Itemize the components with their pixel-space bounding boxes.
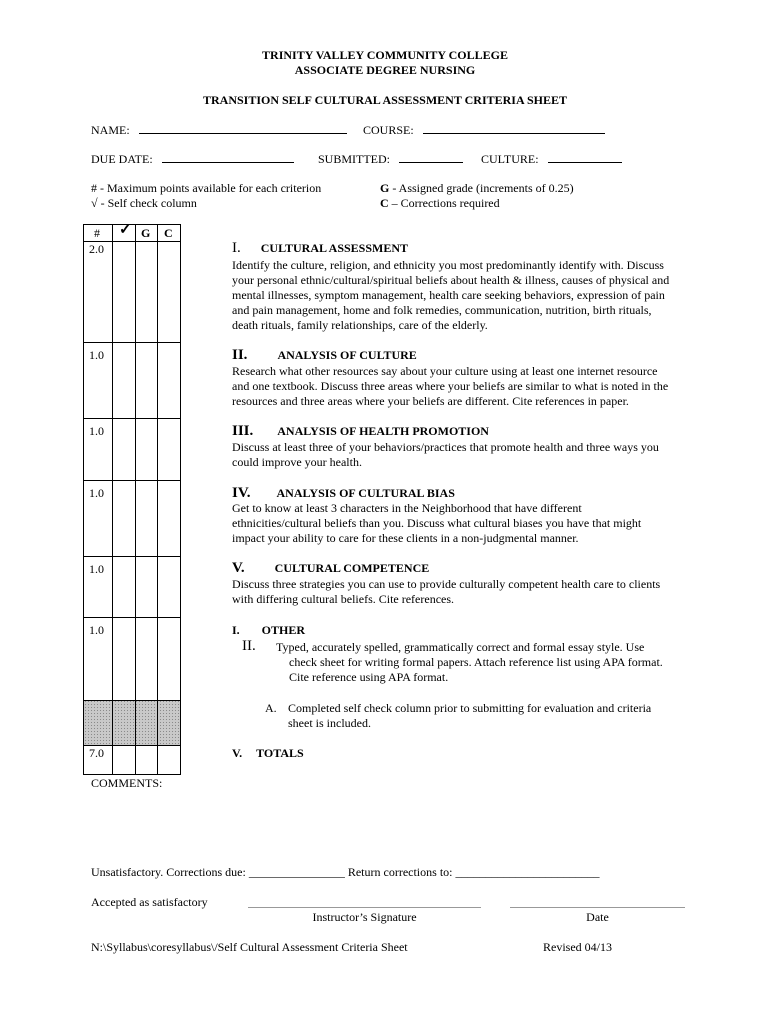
grading-table [83, 224, 181, 775]
legend-grade [380, 181, 574, 196]
page-title: TRANSITION SELF CULTURAL ASSESSMENT CRITERIA SHEET [202, 93, 568, 107]
legend-corrections [380, 196, 500, 211]
culture-field[interactable] [481, 151, 622, 167]
section-number: IV. [232, 485, 251, 501]
points-cell: 2.0 [89, 242, 104, 256]
row-divider [84, 418, 180, 419]
submitted-line [399, 151, 463, 163]
section-4-heading [232, 486, 455, 501]
submitted-field[interactable] [318, 151, 463, 167]
other-body: Typed, accurately spelled, grammatically correct and formal essay style. Use check sheet for writing formal papers. Attach reference list using APA format. Cite reference using APA format. [276, 640, 663, 684]
course-label: COURSE: [363, 123, 414, 137]
section-5-body: Discuss three strategies you can use to provide culturally competent health care to clients with differing cultural beliefs. Cite references. [232, 577, 661, 606]
row-divider [84, 617, 180, 618]
section-title: ANALYSIS OF CULTURAL BIAS [276, 486, 455, 500]
section-title: CULTURAL ASSESSMENT [260, 241, 409, 255]
section-title: CULTURAL COMPETENCE [274, 561, 430, 575]
section-number: II. [232, 347, 248, 363]
section-3-heading [232, 424, 489, 439]
item-a-text: Completed self check column prior to submitting for evaluation and criteria sheet is included. [288, 701, 652, 730]
accepted-label: Accepted as satisfactory [91, 895, 208, 909]
submitted-label: SUBMITTED: [318, 152, 390, 166]
col-divider [135, 225, 136, 774]
file-path: N:\Syllabus\coresyllabus\/Self Cultural Assessment Criteria Sheet [91, 940, 408, 954]
points-cell: 1.0 [89, 562, 104, 576]
culture-line [548, 151, 622, 163]
due-date-field[interactable] [91, 151, 294, 167]
row-divider [84, 480, 180, 481]
culture-label: CULTURE: [481, 152, 539, 166]
section-number: V. [232, 746, 243, 760]
program-name: ASSOCIATE DEGREE NURSING [294, 63, 476, 77]
due-date-label: DUE DATE: [91, 152, 153, 166]
col-divider [157, 225, 158, 774]
points-cell: 1.0 [89, 424, 104, 438]
instructor-signature-line[interactable] [248, 907, 481, 908]
total-cell: 7.0 [89, 746, 104, 760]
name-label: NAME: [91, 123, 130, 137]
other-subnumber: II. [242, 638, 256, 654]
check-icon: ✓ [119, 222, 132, 238]
section-2-heading [232, 348, 417, 363]
totals-heading [232, 746, 304, 761]
legend-max-points: # - Maximum points available for each criterion [91, 181, 322, 195]
section-number: I. [232, 240, 241, 256]
legend-self-check: √ - Self check column [91, 196, 197, 210]
row-divider [84, 700, 180, 701]
section-number: III. [232, 423, 254, 439]
name-line [139, 122, 347, 134]
shaded-row [84, 700, 180, 745]
instructor-signature-label: Instructor’s Signature [312, 910, 417, 924]
comments-label: COMMENTS: [91, 776, 163, 790]
item-a-number: A. [265, 701, 277, 715]
row-divider [84, 556, 180, 557]
date-label: Date [586, 910, 609, 924]
section-5-heading [232, 561, 429, 576]
legend-corr-key: C [380, 196, 389, 210]
section-title: TOTALS [256, 746, 304, 760]
section-1-body: Identify the culture, religion, and ethnicity you most predominantly identify with. Discuss your personal ethnic/cultural/spiritual beliefs about health & illness, causes of physical and mental illnesses, symptom management, health care seeking behaviors, expression of pain and pain management, home and folk remedies, communication, nutrition, birth rituals, death rituals, family relationships, care of the elderly. [232, 258, 670, 332]
section-4-body: Get to know at least 3 characters in the Neighborhood that have different ethnicities/cultural beliefs than you. Discuss what cultural biases you have that might impact your ability to care for these clients in a non-judgmental manner. [232, 501, 642, 545]
section-2-body: Research what other resources say about your culture using at least one internet resource and one textbook. Discuss three areas where your beliefs are similar to what is noted in the resources and three areas where your beliefs are different. Cite references in paper. [232, 364, 669, 408]
course-field[interactable] [363, 122, 605, 138]
due-date-line [162, 151, 294, 163]
legend-grade-key: G [380, 181, 390, 195]
col-divider [112, 225, 113, 774]
section-other-heading [232, 623, 305, 638]
col-hash-header: # [94, 226, 100, 240]
section-title: OTHER [261, 623, 306, 637]
section-number: V. [232, 560, 245, 576]
college-name: TRINITY VALLEY COMMUNITY COLLEGE [262, 48, 508, 62]
section-title: ANALYSIS OF HEALTH PROMOTION [277, 424, 489, 438]
legend-grade-text: - Assigned grade (increments of 0.25) [389, 181, 574, 195]
name-field[interactable] [91, 122, 347, 138]
section-1-heading [232, 241, 408, 256]
points-cell: 1.0 [89, 486, 104, 500]
unsatisfactory-line: Unsatisfactory. Corrections due: ________________ Return corrections to: ________________________ [91, 865, 600, 879]
revised-date: Revised 04/13 [543, 940, 612, 954]
col-g-header: G [141, 226, 151, 240]
section-title: ANALYSIS OF CULTURE [277, 348, 417, 362]
legend-corr-text: – Corrections required [388, 196, 500, 210]
section-number: I. [232, 623, 240, 637]
row-divider [84, 342, 180, 343]
col-c-header: C [164, 226, 173, 240]
points-cell: 1.0 [89, 348, 104, 362]
date-signature-line[interactable] [510, 907, 685, 908]
points-cell: 1.0 [89, 623, 104, 637]
section-3-body: Discuss at least three of your behaviors/practices that promote health and three ways you could improve your health. [232, 440, 659, 469]
course-line [423, 122, 605, 134]
